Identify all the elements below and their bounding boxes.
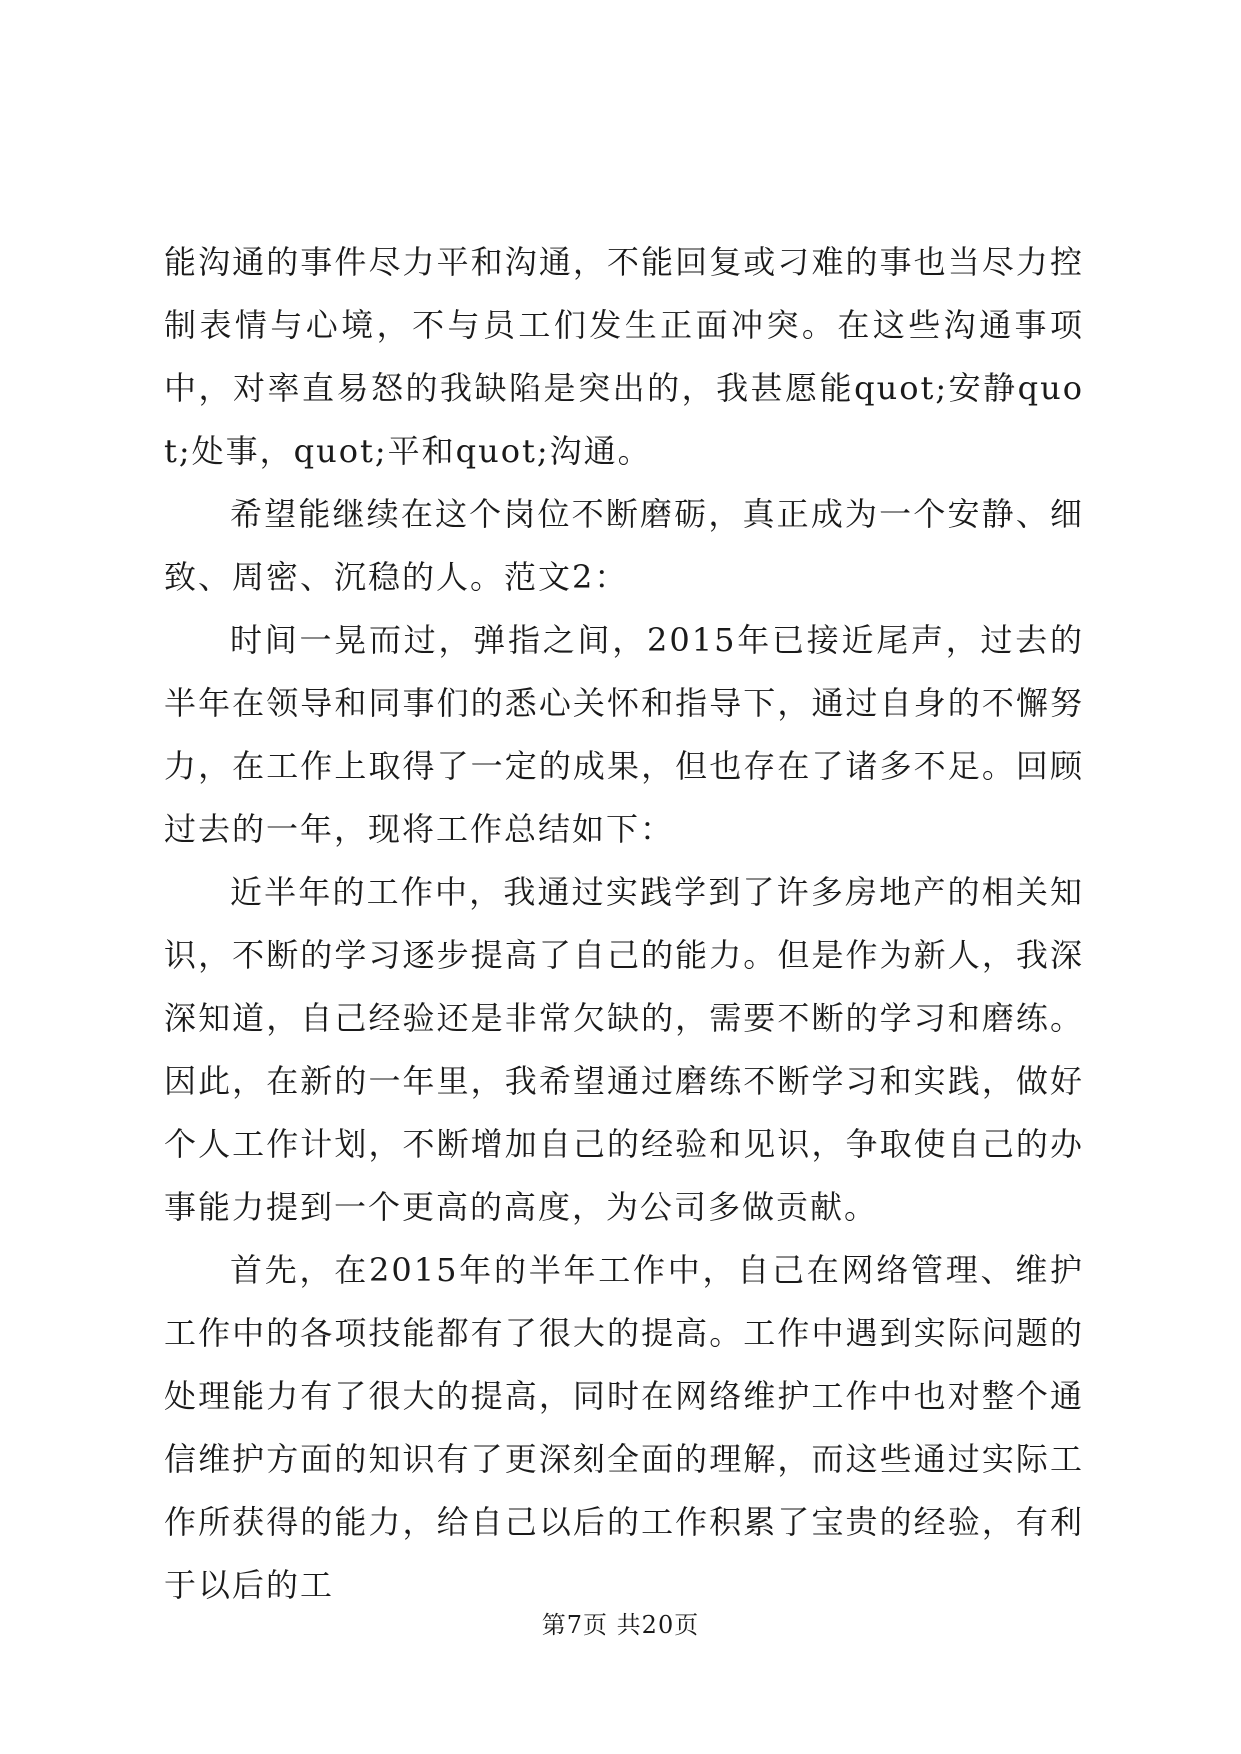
paragraph-3: 时间一晃而过，弹指之间，2015年已接近尾声，过去的半年在领导和同事们的悉心关怀和指导下，通过自身的不懈努力，在工作上取得了一定的成果，但也存在了诸多不足。回顾过去的一年，现将工作总结如下：: [164, 621, 1084, 848]
page-footer: 第7页 共20页: [541, 1611, 700, 1639]
paragraph-2: 希望能继续在这个岗位不断磨砺，真正成为一个安静、细致、周密、沉稳的人。范文2：: [164, 495, 1084, 596]
paragraph-4: 近半年的工作中，我通过实践学到了许多房地产的相关知识，不断的学习逐步提高了自己的能力。但是作为新人，我深深知道，自己经验还是非常欠缺的，需要不断的学习和磨练。因此，在新的一年里，我希望通过磨练不断学习和实践，做好个人工作计划，不断增加自己的经验和见识，争取使自己的办事能力提到一个更高的高度，为公司多做贡献。: [164, 873, 1084, 1226]
document-body: [164, 231, 1084, 1617]
paragraph-1: 能沟通的事件尽力平和沟通，不能回复或刁难的事也当尽力控制表情与心境，不与员工们发生正面冲突。在这些沟通事项中，对率直易怒的我缺陷是突出的，我甚愿能quot;安静quot;处事，quot;平和quot;沟通。: [164, 243, 1084, 470]
paragraph-5: 首先，在2015年的半年工作中，自己在网络管理、维护工作中的各项技能都有了很大的提高。工作中遇到实际问题的处理能力有了很大的提高，同时在网络维护工作中也对整个通信维护方面的知识有了更深刻全面的理解，而这些通过实际工作所获得的能力，给自己以后的工作积累了宝贵的经验，有利于以后的工: [164, 1251, 1084, 1604]
